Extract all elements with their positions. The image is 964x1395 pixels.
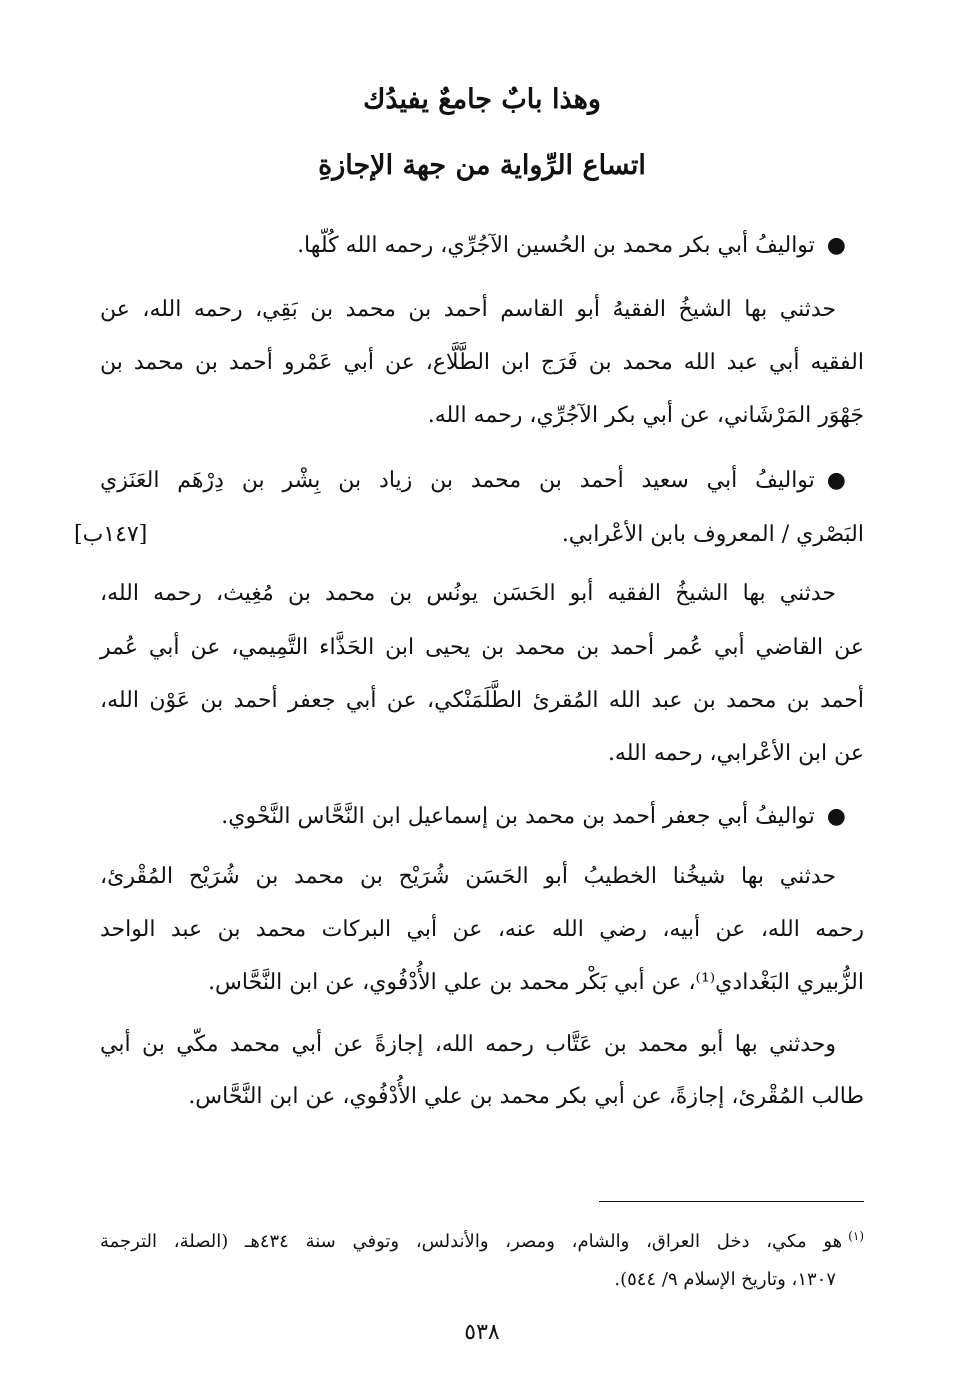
entry-3-chain2-line: طالب المُقْرئ، إجازةً، عن أبي بكر محمد بن علي الأُدْفُوي، عن ابن النَّحَّاس.: [188, 1084, 864, 1109]
entry-3-chain2-line: وحدثني بها أبو محمد بن عَتَّاب رحمه الله، إجازةً عن أبي محمد مكّي بن أبي: [100, 1032, 836, 1057]
entry-2-chain-line: أحمد بن محمد بن عبد الله المُقرئ الطَّلَمَنْكي، عن أبي جعفر أحمد بن عَوْن الله،: [100, 688, 864, 713]
entry-3-chain-line: الزُّبيري البَغْدادي⁽¹⁾، عن أبي بَكْر محمد بن علي الأُدْفُوي، عن ابن النَّحَّاس.: [208, 970, 864, 995]
entry-1-chain-line: حدثني بها الشيخُ الفقيهُ أبو القاسم أحمد بن محمد بن بَقِي، رحمه الله، عن: [100, 297, 836, 322]
folio-marker: [١٤٧ب]: [74, 522, 148, 547]
section-subtitle: اتساع الرِّواية من جهة الإجازةِ: [318, 150, 646, 181]
entry-2-chain-line: عن ابن الأعْرابي، رحمه الله.: [607, 741, 864, 766]
footnote-line: [100, 1222, 864, 1256]
entry-2-chain-line: عن القاضي أبي عُمر أحمد بن محمد بن يحيى ابن الحَذَّاء التَّمِيمي، عن أبي عُمر: [100, 635, 864, 660]
bullet-icon: ●: [826, 804, 846, 829]
entry-2-chain-line: حدثني بها الشيخُ الفقيه أبو الحَسَن يونُس بن محمد بن مُغِيث، رحمه الله،: [100, 581, 836, 606]
bullet-icon: ●: [826, 468, 846, 493]
entry-3-chain-line: رحمه الله، عن أبيه، رضي الله عنه، عن أبي البركات محمد بن عبد الواحد: [100, 917, 864, 942]
page-number: ٥٣٨: [464, 1320, 500, 1345]
entry-2-title-text: تواليفُ أبي سعيد أحمد بن محمد بن زياد بن بِشْر بن دِرْهَم العَنَزي: [100, 468, 815, 493]
entry-2-title: [100, 464, 846, 498]
footnote-line: ١٣٠٧، وتاريخ الإسلام ٩/ ٥٤٤).: [614, 1269, 836, 1290]
entry-1-title-text: تواليفُ أبي بكر محمد بن الحُسين الآجُرِّي، رحمه الله كُلّها.: [297, 233, 815, 258]
bullet-icon: ●: [826, 233, 846, 258]
section-heading: وهذا بابٌ جامعٌ يفيدُك: [363, 84, 601, 115]
entry-3-chain-line: حدثني بها شيخُنا الخطيبُ أبو الحَسَن شُرَيْح بن محمد بن شُرَيْح المُقْرئ،: [100, 864, 836, 889]
footnote-text: هو مكي، دخل العراق، والشام، ومصر، والأندلس، وتوفي سنة ٤٣٤هـ (الصلة، الترجمة: [100, 1231, 843, 1252]
entry-3-title: [100, 800, 846, 834]
entry-3-title-text: تواليفُ أبي جعفر أحمد بن محمد بن إسماعيل ابن النَّحَّاس النَّحْوي.: [221, 804, 815, 829]
footnote-divider: [599, 1201, 864, 1202]
entry-2-title-cont: البَصْري / المعروف بابن الأعْرابي.: [561, 522, 864, 547]
entry-1-chain-line: الفقيه أبي عبد الله محمد بن فَرَج ابن الطَّلَّاع، عن أبي عَمْرو أحمد بن محمد بن: [100, 350, 864, 375]
entry-1-title: [100, 229, 846, 263]
entry-1-chain-line: جَهْوَر المَرْشَاني، عن أبي بكر الآجُرِّي، رحمه الله.: [427, 403, 864, 428]
footnote-marker: (١): [848, 1229, 864, 1243]
